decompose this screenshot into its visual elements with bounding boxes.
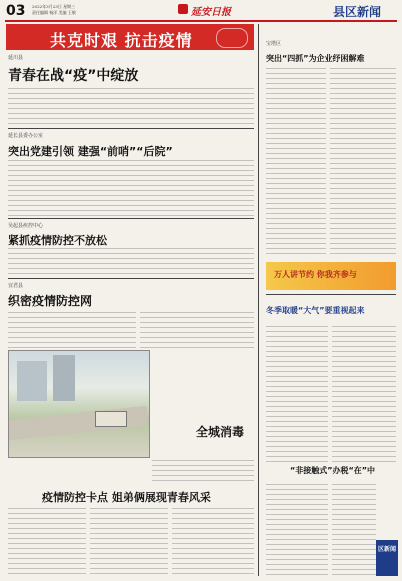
logo-emblem-icon xyxy=(178,4,188,14)
paper-name: 延安日报 xyxy=(191,7,231,18)
divider-3 xyxy=(8,278,254,279)
article3-tag: 吴起县疾控中心 xyxy=(8,223,44,229)
divider-right-1 xyxy=(266,294,396,295)
bottom-article-body-1 xyxy=(8,508,86,576)
article3-body xyxy=(8,248,254,276)
right-article1-body-2 xyxy=(330,68,396,258)
ad-text: 万人讲节约 你我齐参与 xyxy=(274,270,357,279)
right-article2-body-2 xyxy=(332,326,396,462)
divider-1 xyxy=(8,128,254,129)
right-article3-title: “非接触式”办税“在”中 xyxy=(290,466,376,475)
bottom-article-body-3 xyxy=(172,508,254,576)
corner-tag xyxy=(376,540,398,576)
paper-logo xyxy=(178,2,238,18)
banner-slogan: 共克时艰 抗击疫情 xyxy=(50,31,193,50)
thrift-ad xyxy=(266,262,396,290)
disinfection-photo xyxy=(8,350,150,458)
article2-title: 突出党建引领 建强“前哨”“后院” xyxy=(8,145,173,158)
right-article2-body-1 xyxy=(266,326,328,462)
section-title: 县区新闻 xyxy=(333,5,382,19)
article1-title: 青春在战“疫”中绽放 xyxy=(8,68,139,84)
photo-caption-body xyxy=(152,460,254,482)
photo-building xyxy=(53,355,75,401)
masthead-rule xyxy=(5,20,397,22)
right-article1-title: 突出“四抓”为企业纾困解难 xyxy=(266,54,365,63)
photo-truck xyxy=(95,411,127,427)
article4-tag: 宜君县 xyxy=(8,283,24,289)
right-article2-title: 冬季取暖“大气”要重视起来 xyxy=(266,306,365,315)
photo-building xyxy=(17,361,47,401)
article4-body-left xyxy=(8,312,136,348)
right-article1-body-1 xyxy=(266,68,326,258)
column-divider xyxy=(258,24,259,576)
corner-tag-label: 区新闻 xyxy=(378,546,397,553)
article1-tag: 延川县 xyxy=(8,55,24,61)
right-article3-body-2 xyxy=(332,484,376,576)
right-article3-body-1 xyxy=(266,484,328,576)
banner-decor xyxy=(216,28,248,48)
article4-body-right xyxy=(140,312,254,348)
bottom-article-body-2 xyxy=(90,508,168,576)
right-article1-tag: 宝塔区 xyxy=(266,41,282,47)
article2-tag: 延长县委办公室 xyxy=(8,133,44,139)
bottom-article-title: 疫情防控卡点 姐弟俩展现青春风采 xyxy=(42,491,211,504)
article2-body xyxy=(8,160,254,216)
photo-caption: 全城消毒 xyxy=(196,425,245,439)
article1-body xyxy=(8,88,254,126)
page-number: 03 xyxy=(6,3,26,19)
date-line: 2022年3月23日 星期三 xyxy=(32,4,76,9)
slogan-banner xyxy=(6,24,254,50)
article3-title: 紧抓疫情防控不放松 xyxy=(8,234,107,247)
editor-line: 责任编辑 杨洋 美编 王敏 xyxy=(32,10,76,15)
divider-2 xyxy=(8,218,254,219)
article4-title: 织密疫情防控网 xyxy=(8,294,93,308)
